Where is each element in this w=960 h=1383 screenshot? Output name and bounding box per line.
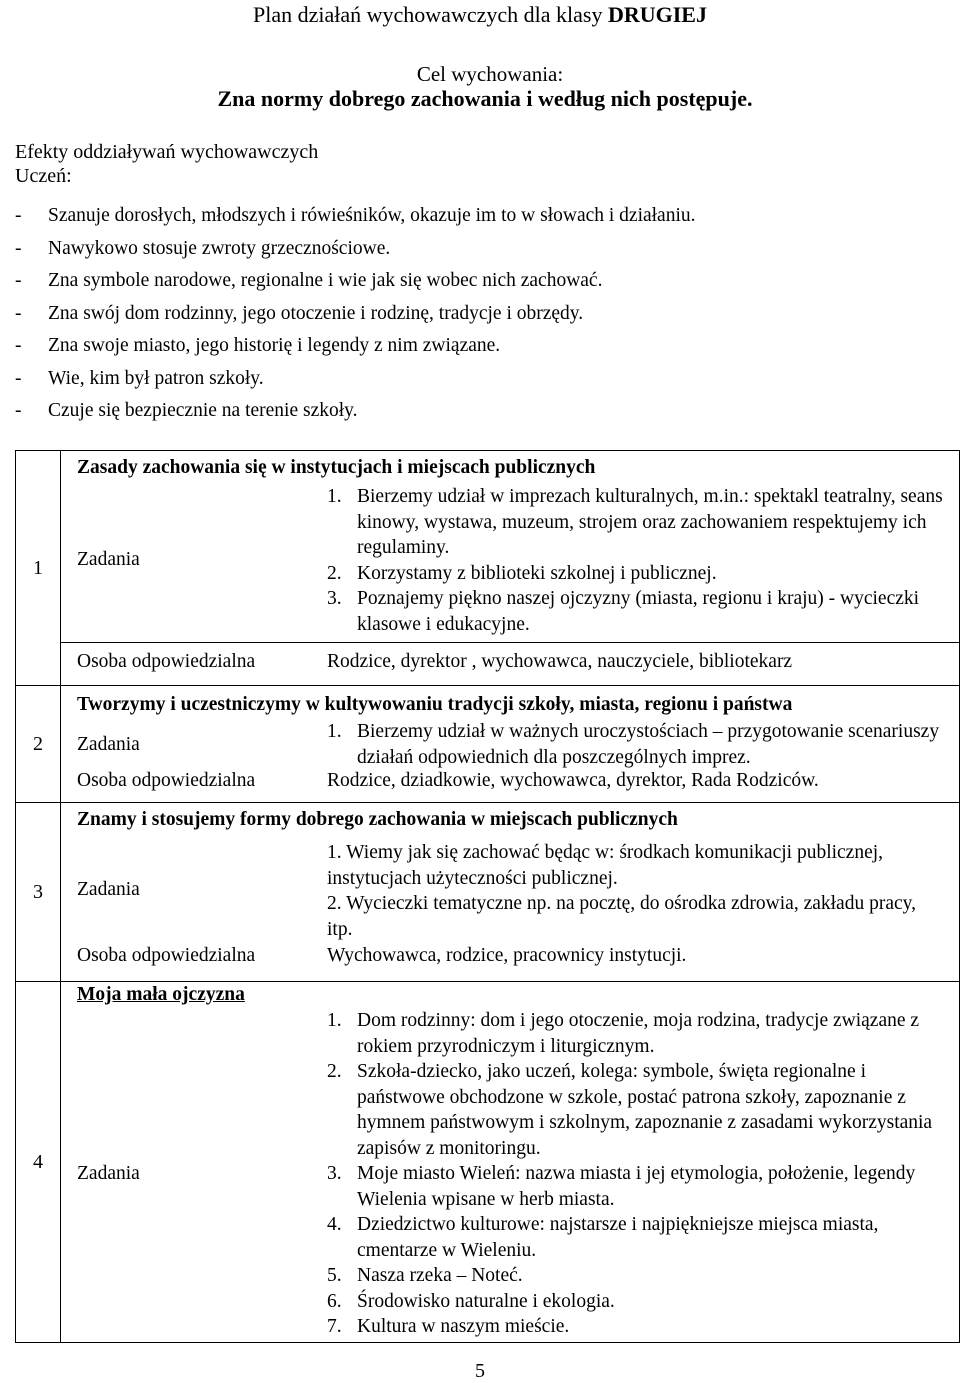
list-item: 1. Bierzemy udział w imprezach kulturalnych, m.in.: spektakl teatralny, seans kinowy, wystawa, muzeum, strojem oraz zachowaniem respektujemy ich regulaminy. — [327, 486, 943, 558]
list-item: - Czuje się bezpiecznie na terenie szkoły. — [15, 400, 358, 421]
section-number: 3 — [16, 803, 61, 982]
section-title: Moja mała ojczyzna — [77, 984, 245, 1005]
goal-text: Zna normy dobrego zachowania i według nich postępuje. — [217, 86, 753, 111]
list-item: - Nawykowo stosuje zwroty grzecznościowe. — [15, 237, 391, 259]
section-number: 1 — [16, 451, 61, 686]
effects-heading — [15, 140, 318, 188]
page-title: Plan działań wychowawczych dla klasy DRUGIEJ — [253, 2, 707, 27]
section-title: Znamy i stosujemy formy dobrego zachowania w miejscach publicznych — [77, 809, 678, 830]
task-list — [327, 1008, 957, 1340]
responsible-label: Osoba odpowiedzialna — [77, 770, 256, 791]
task-list — [327, 719, 947, 770]
responsible-label: Osoba odpowiedzialna — [77, 651, 256, 672]
section-title: Zasady zachowania się w instytucjach i miejscach publicznych — [77, 457, 596, 478]
goal-label: Cel wychowania: — [416, 62, 564, 86]
list-item: 3. Poznajemy piękno naszej ojczyzny (miasta, regionu i kraju) - wycieczki klasowe i edukacyjne. — [327, 588, 920, 635]
list-item: - Wie, kim był patron szkoły. — [15, 367, 264, 389]
table-row — [16, 803, 960, 982]
effects-title: Efekty oddziaływań wychowawczych — [15, 141, 319, 163]
list-item: 2. Szkoła-dziecko, jako uczeń, kolega: symbole, święta regionalne i państwowe obchodzone w szkole, postać patrona szkoły, zapoznanie z hymnem państwowym i szkolnym, zapoznanie z zasadami wykorzystania zapisów z monitoringu. — [327, 1061, 933, 1159]
table-row — [16, 982, 960, 1343]
list-item: - Szanuje dorosłych, młodszych i rówieśników, okazuje im to w słowach i działaniu. — [15, 205, 696, 226]
list-item: - Zna symbole narodowe, regionalne i wie jak się wobec nich zachować. — [15, 270, 603, 291]
responsible-value: Rodzice, dziadkowie, wychowawca, dyrektor, Rada Rodziców. — [327, 770, 819, 791]
list-item: 1. Dom rodzinny: dom i jego otoczenie, moja rodzina, tradycje związane z rokiem przyrodniczym i liturgicznym. — [327, 1010, 920, 1057]
tasks-label: Zadania — [77, 734, 140, 755]
list-item: 6. Środowisko naturalne i ekologia. — [327, 1290, 615, 1312]
list-item: - Zna swoje miasto, jego historię i legendy z nim związane. — [15, 335, 501, 356]
list-item: 1. Bierzemy udział w ważnych uroczystościach – przygotowanie scenariuszy działań odpowiednich dla poszczególnych imprez. — [327, 721, 940, 768]
list-item: 3. Moje miasto Wieleń: nazwa miasta i jej etymologia, położenie, legendy Wielenia wpisane w herb miasta. — [327, 1163, 916, 1210]
section-number: 4 — [16, 982, 61, 1343]
section-title: Tworzymy i uczestniczymy w kultywowaniu tradycji szkoły, miasta, regionu i państwa — [77, 694, 793, 715]
effects-list — [15, 203, 696, 431]
list-item: 5. Nasza rzeka – Noteć. — [327, 1265, 523, 1286]
section-number: 2 — [16, 686, 61, 803]
responsible-value: Rodzice, dyrektor , wychowawca, nauczyciele, bibliotekarz — [327, 651, 793, 672]
list-item: 7. Kultura w naszym mieście. — [327, 1316, 570, 1337]
task-list — [327, 484, 947, 637]
list-item: 2. Korzystamy z biblioteki szkolnej i publicznej. — [327, 562, 717, 584]
task-list — [327, 840, 927, 942]
tasks-label: Zadania — [77, 1163, 140, 1184]
tasks-label: Zadania — [77, 549, 140, 570]
page-number: 5 — [475, 1360, 485, 1382]
table-row — [16, 451, 960, 686]
list-item: 2. Wycieczki tematyczne np. na pocztę, do ośrodka zdrowia, zakładu pracy, itp. — [327, 893, 916, 940]
list-item: 4. Dziedzictwo kulturowe: najstarsze i najpiękniejsze miejsca miasta, cmentarze w Wieleniu. — [327, 1214, 879, 1261]
effects-subject: Uczeń: — [15, 165, 72, 187]
list-item: 1. Wiemy jak się zachować będąc w: środkach komunikacji publicznej, instytucjach użyteczności publicznej. — [327, 842, 884, 889]
list-item: - Zna swój dom rodzinny, jego otoczenie i rodzinę, tradycje i obrzędy. — [15, 302, 584, 324]
table-row — [16, 686, 960, 803]
responsible-label: Osoba odpowiedzialna — [77, 945, 256, 966]
tasks-label: Zadania — [77, 879, 140, 900]
plan-table — [15, 450, 960, 1343]
responsible-value: Wychowawca, rodzice, pracownicy instytucji. — [327, 945, 687, 966]
